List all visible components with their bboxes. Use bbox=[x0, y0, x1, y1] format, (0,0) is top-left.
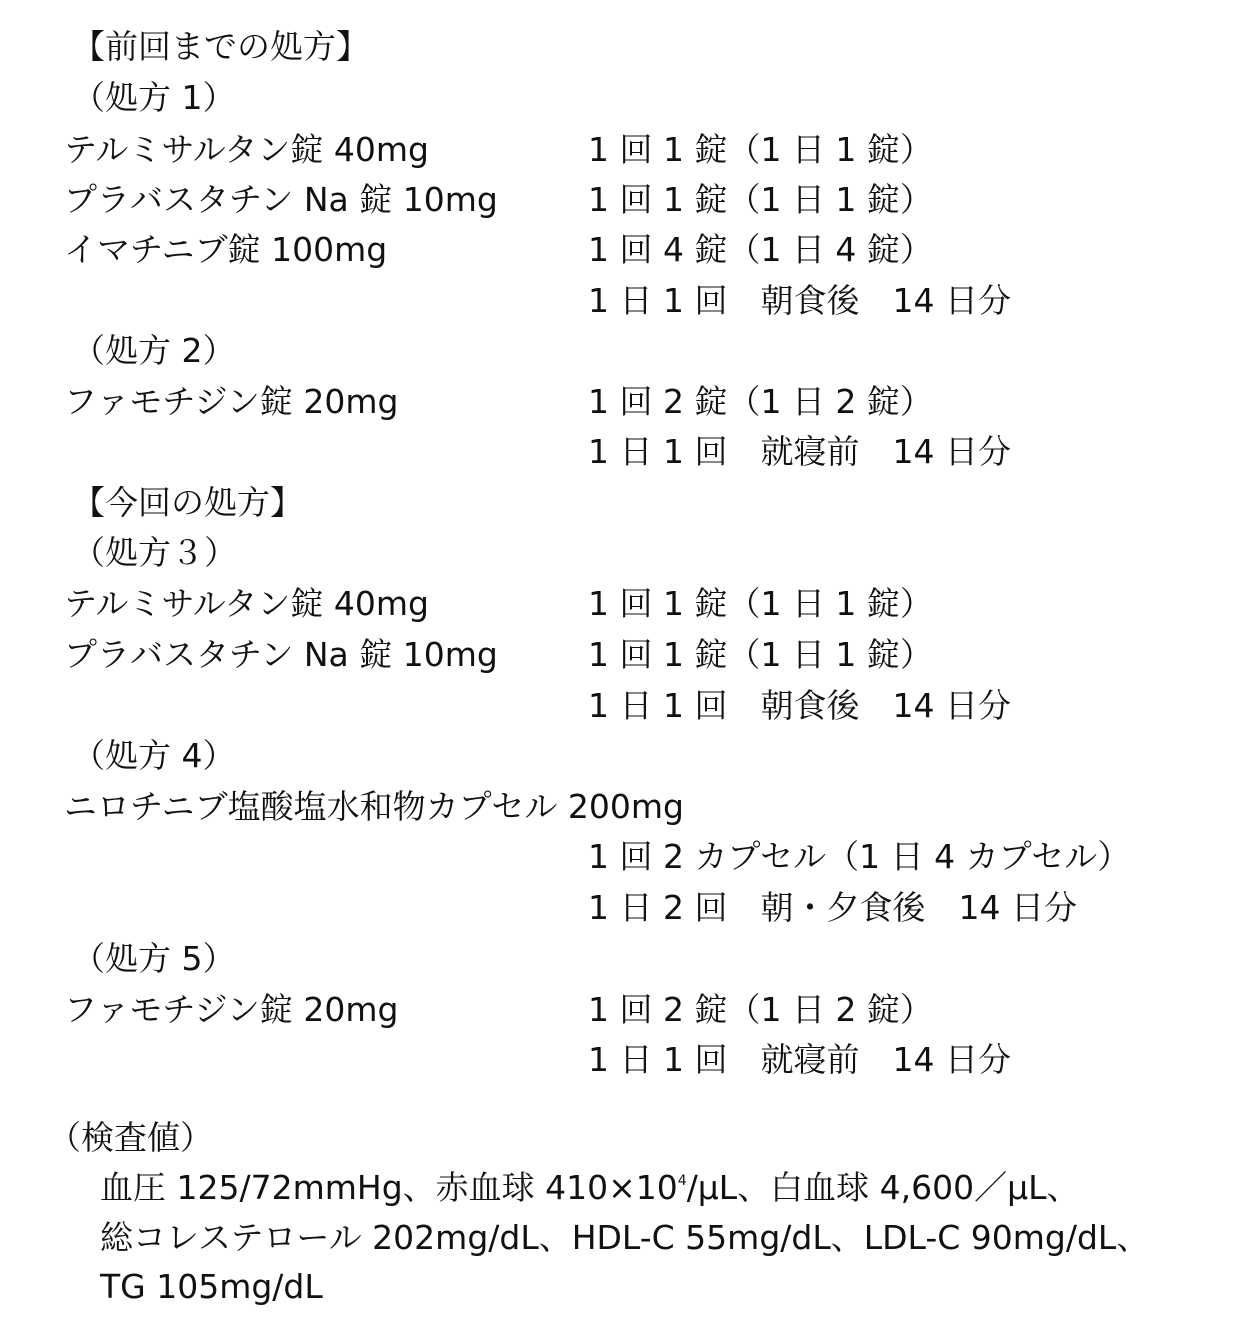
rx1-drug-dose: 1 回 1 錠（1 日 1 錠） bbox=[588, 180, 933, 219]
rx1-drug-dose: 1 回 4 錠（1 日 4 錠） bbox=[588, 230, 933, 269]
rx5-schedule: 1 日 1 回 就寝前 14 日分 bbox=[588, 1040, 1011, 1079]
rx3-drug-name: プラバスタチン Na 錠 10mg bbox=[64, 635, 498, 674]
rx1-drug-name: イマチニブ錠 100mg bbox=[64, 230, 388, 269]
labs-line-1 bbox=[100, 1166, 1080, 1210]
rx4-drug-name: ニロチニブ塩酸塩水和物カプセル 200mg bbox=[64, 787, 684, 826]
rx2-schedule: 1 日 1 回 就寝前 14 日分 bbox=[588, 432, 1011, 471]
labs-exponent: 4 bbox=[677, 1173, 687, 1189]
rx3-schedule: 1 日 1 回 朝食後 14 日分 bbox=[588, 686, 1011, 725]
rx3-label: （処方３） bbox=[72, 533, 237, 572]
rx1-drug-name: テルミサルタン錠 40mg bbox=[64, 130, 429, 169]
labs-line-1-rest: /μL、白血球 4,600／μL、 bbox=[686, 1168, 1080, 1207]
rx2-label: （処方 2） bbox=[72, 331, 236, 370]
rx4-drug-dose: 1 回 2 カプセル（1 日 4 カプセル） bbox=[588, 837, 1131, 876]
rx1-schedule: 1 日 1 回 朝食後 14 日分 bbox=[588, 281, 1011, 320]
rx2-drug-name: ファモチジン錠 20mg bbox=[64, 382, 399, 421]
rx2-drug-dose: 1 回 2 錠（1 日 2 錠） bbox=[588, 382, 933, 421]
labs-line-3: TG 105mg/dL bbox=[100, 1267, 323, 1306]
labs-label: （検査値） bbox=[48, 1118, 213, 1157]
previous-heading: 【前回までの処方】 bbox=[72, 27, 369, 66]
rx1-label: （処方 1） bbox=[72, 78, 236, 117]
rx5-label: （処方 5） bbox=[72, 939, 236, 978]
rx5-drug-dose: 1 回 2 錠（1 日 2 錠） bbox=[588, 990, 933, 1029]
rx1-drug-name: プラバスタチン Na 錠 10mg bbox=[64, 180, 498, 219]
rx4-label: （処方 4） bbox=[72, 736, 236, 775]
rx5-drug-name: ファモチジン錠 20mg bbox=[64, 990, 399, 1029]
labs-line-2: 総コレステロール 202mg/dL、HDL-C 55mg/dL、LDL-C 90mg/dL、 bbox=[100, 1218, 1150, 1257]
rx3-drug-dose: 1 回 1 錠（1 日 1 錠） bbox=[588, 584, 933, 623]
rx3-drug-name: テルミサルタン錠 40mg bbox=[64, 584, 429, 623]
labs-line-1-text: 血圧 125/72mmHg、赤血球 410×10 bbox=[100, 1168, 678, 1207]
current-heading: 【今回の処方】 bbox=[72, 483, 303, 522]
rx1-drug-dose: 1 回 1 錠（1 日 1 錠） bbox=[588, 130, 933, 169]
rx4-schedule: 1 日 2 回 朝・夕食後 14 日分 bbox=[588, 888, 1077, 927]
rx3-drug-dose: 1 回 1 錠（1 日 1 錠） bbox=[588, 635, 933, 674]
